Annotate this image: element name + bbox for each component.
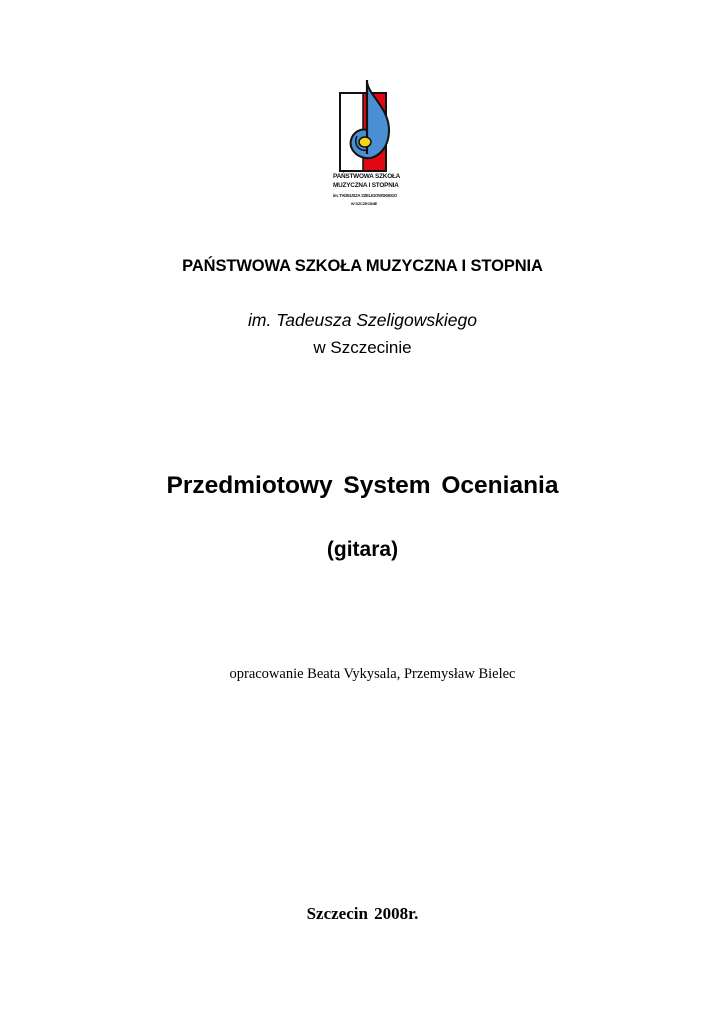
school-city: w Szczecinie xyxy=(313,338,412,357)
school-patron: im. Tadeusza Szeligowskiego xyxy=(248,310,477,330)
place-and-date: Szczecin 2008r. xyxy=(306,904,419,923)
logo-text-line4: W SZCZECINIE xyxy=(350,201,378,206)
logo-text-line3: im. TADEUSZA SZELIGOWSKIEGO xyxy=(333,193,397,198)
document-title: Przedmiotowy System Oceniania xyxy=(166,472,559,499)
document-subtitle: (gitara) xyxy=(326,538,399,561)
school-logo xyxy=(333,78,401,218)
document-authors: opracowanie Beata Vykysala, Przemysław Bielec xyxy=(229,666,516,682)
school-name-heading: PAŃSTWOWA SZKOŁA MUZYCZNA I STOPNIA xyxy=(182,257,543,275)
music-note-logo-icon xyxy=(333,78,395,173)
logo-text-line1: PAŃSTWOWA SZKOŁA xyxy=(333,173,401,180)
logo-text-line2: MUZYCZNA I STOPNIA xyxy=(333,182,399,189)
